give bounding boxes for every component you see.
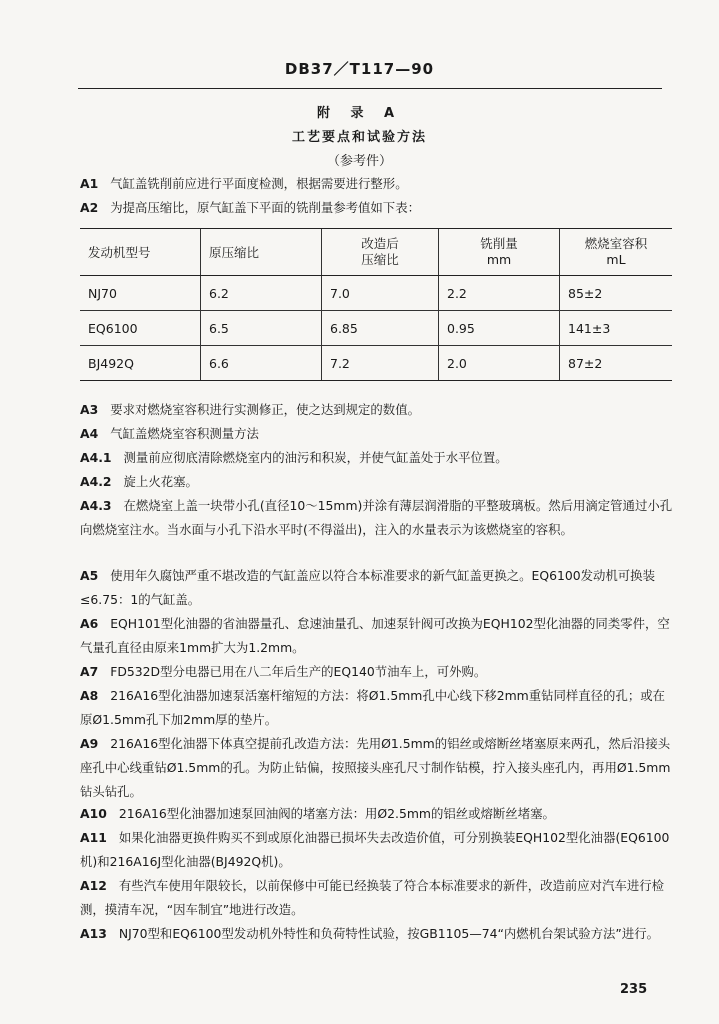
clause-number: A12 [80, 878, 107, 893]
clause-text: 测量前应彻底清除燃烧室内的油污和积炭，并使气缸盖处于水平位置。 [123, 450, 508, 465]
header-original-ratio: 原压缩比 [201, 229, 322, 276]
cell-original-ratio: 6.2 [201, 276, 322, 311]
clause-text: 有些汽车使用年限较长，以前保修中可能已经换装了符合本标准要求的新件，改造前应对汽车进行检测，摸清车况，“因车制宜”地进行改造。 [80, 878, 665, 917]
clause-text: 216A16型化油器加速泵回油阀的堵塞方法：用Ø2.5mm的铝丝或熔断丝堵塞。 [118, 806, 555, 821]
cell-new-ratio: 6.85 [322, 311, 439, 346]
clause-text: 216A16型化油器下体真空提前孔改造方法：先用Ø1.5mm的铝丝或熔断丝堵塞原来两孔，然后沿接头座孔中心线重钻Ø1.5mm的孔。为防止钻偏，按照接头座孔尺寸制作钻模，拧入接头座孔内，再用Ø1.5mm钻头钻孔。 [80, 736, 671, 799]
appendix-title: 附 录 A [316, 106, 403, 121]
clause-text: 旋上火花塞。 [123, 474, 198, 489]
clause-text: 气缸盖燃烧室容积测量方法 [110, 426, 259, 441]
clause-number: A11 [80, 830, 107, 845]
clause-a13 [80, 922, 676, 946]
clause-a10 [80, 802, 676, 826]
table-row [80, 276, 672, 311]
appendix-subtitle: 工艺要点和试验方法 [291, 130, 427, 145]
clause-text: 气缸盖铣削前应进行平面度检测，根据需要进行整形。 [110, 176, 408, 191]
cell-volume: 85±2 [560, 276, 673, 311]
header-milling-amount: 铣削量 mm [439, 229, 560, 276]
header-new-ratio: 改造后 压缩比 [322, 229, 439, 276]
header-divider [78, 88, 662, 89]
clause-text: 使用年久腐蚀严重不堪改造的气缸盖应以符合本标准要求的新气缸盖更换之。EQ6100发动机可换装≤6.75：1的气缸盖。 [80, 568, 655, 607]
clause-number: A4.3 [80, 498, 112, 513]
clause-number: A4.1 [80, 450, 112, 465]
clause-a11 [80, 826, 676, 874]
clause-number: A5 [80, 568, 99, 583]
cell-milling: 2.0 [439, 346, 560, 381]
cell-original-ratio: 6.5 [201, 311, 322, 346]
clause-a1 [80, 172, 676, 196]
clause-text: 216A16型化油器加速泵活塞杆缩短的方法：将Ø1.5mm孔中心线下移2mm重钻同样直径的孔；或在原Ø1.5mm孔下加2mm厚的垫片。 [80, 688, 666, 727]
clause-number: A9 [80, 736, 99, 751]
clause-text: 为提高压缩比，原气缸盖下平面的铣削量参考值如下表： [110, 200, 420, 215]
clause-number: A13 [80, 926, 107, 941]
clause-text: 在燃烧室上盖一块带小孔(直径10～15mm)并涂有薄层润滑脂的平整玻璃板。然后用滴定管通过小孔向燃烧室注水。当水面与小孔下沿水平时(不得溢出)，注入的水量表示为该燃烧室的容积。 [80, 498, 673, 537]
clause-number: A2 [80, 200, 99, 215]
clause-text: 如果化油器更换件购买不到或原化油器已损坏失去改造价值，可分别换装EQH102型化油器(EQ6100机)和216A16J型化油器(BJ492Q机)。 [80, 830, 670, 869]
header-chamber-volume: 燃烧室容积 mL [560, 229, 673, 276]
page-number: 235 [620, 982, 648, 997]
clause-text: FD532D型分电器已用在八二年后生产的EQ140节油车上，可外购。 [110, 664, 487, 679]
clause-number: A6 [80, 616, 99, 631]
clause-a2 [80, 196, 676, 220]
cell-engine: EQ6100 [80, 311, 201, 346]
clause-number: A3 [80, 402, 99, 417]
clause-number: A4 [80, 426, 99, 441]
header-engine-model: 发动机型号 [80, 229, 201, 276]
clause-number: A10 [80, 806, 107, 821]
clause-a4-3 [80, 494, 676, 542]
cell-engine: NJ70 [80, 276, 201, 311]
cell-new-ratio: 7.2 [322, 346, 439, 381]
clause-text: 要求对燃烧室容积进行实测修正，使之达到规定的数值。 [110, 402, 420, 417]
clause-number: A4.2 [80, 474, 112, 489]
clause-a7 [80, 660, 676, 684]
appendix-note: （参考件） [326, 154, 392, 169]
milling-reference-table [80, 228, 672, 381]
clause-a12 [80, 874, 676, 922]
standard-code: DB37／T117—90 [284, 60, 435, 78]
cell-milling: 2.2 [439, 276, 560, 311]
clause-a4 [80, 422, 676, 446]
cell-milling: 0.95 [439, 311, 560, 346]
cell-volume: 87±2 [560, 346, 673, 381]
clause-a8 [80, 684, 676, 732]
clause-text: NJ70型和EQ6100型发动机外特性和负荷特性试验，按GB1105—74“内燃机台架试验方法”进行。 [118, 926, 659, 941]
clause-a3 [80, 398, 676, 422]
clause-a6 [80, 612, 676, 660]
clause-a5 [80, 564, 676, 612]
clause-number: A8 [80, 688, 99, 703]
clause-a4-1 [80, 446, 676, 470]
cell-new-ratio: 7.0 [322, 276, 439, 311]
cell-original-ratio: 6.6 [201, 346, 322, 381]
clause-a4-2 [80, 470, 676, 494]
cell-engine: BJ492Q [80, 346, 201, 381]
clause-a9 [80, 732, 676, 804]
table-row [80, 311, 672, 346]
clause-number: A7 [80, 664, 99, 679]
cell-volume: 141±3 [560, 311, 673, 346]
clause-text: EQH101型化油器的省油器量孔、怠速油量孔、加速泵针阀可改换为EQH102型化油器的同类零件，空气量孔直径由原来1mm扩大为1.2mm。 [80, 616, 670, 655]
table-header-row [80, 229, 672, 276]
table-row [80, 346, 672, 381]
clause-number: A1 [80, 176, 99, 191]
